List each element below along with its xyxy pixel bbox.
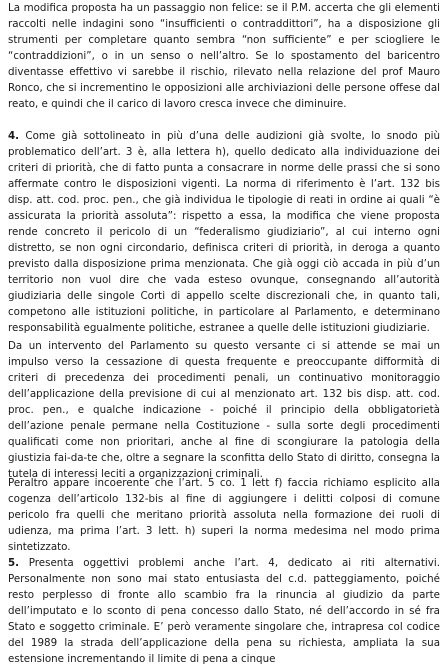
paragraph-text: Da un intervento del Parlamento su questo versante ci si attende se mai un impulso verso la cessazione di questa frequente e preoccupante difformità di criteri di precedenza dei procedimenti penali, un continuativo monitoraggio dell’applicazione della previsione di cui al menzionato art. 132 bis disp. att. cod. proc. pen., e qualche indicazione - poiché il principio della obbligatorietà dell’azione penale permane nella Costituzione - sulla sorte degli procedimenti qualificati come non prioritari, anche al fine di scongiurare la patologia della giustizia fai-da-te che, oltre a segnare la sconfitta dello Stato di diritto, consegna la tutela di interessi leciti a organizzazioni criminali.: [8, 340, 440, 480]
paragraph-2: [8, 128, 440, 336]
paragraph-text: Peraltro appare incoerente che l’art. 5 co. 1 lett f) faccia richiamo esplicito alla cogenza dell’articolo 132-bis al fine di aggiungere i delitti colposi di comune pericolo fra quelli che meritano priorità assoluta nella formazione dei ruoli di udienza, ma prima l’art. 3 lett. h) superi la norma medesima nel modo prima sintetizzato.: [8, 477, 440, 553]
paragraph-1: [8, 0, 440, 112]
paragraph-text: Come già sottolineato in più d’una delle audizioni già svolte, lo snodo più problematico dell’art. 3 è, alla lettera h), quello dedicato alla individuazione dei criteri di priorità, che di fatto punta a consacrare in norme delle prassi che si sono affermate contro le disposizioni vigenti. La norma di riferimento è l’art. 132 bis disp. att. cod. proc. pen., che già individua le tipologie di reati in ordine ai quali “è assicurata la priorità assoluta”: rispetto a essa, la modifica che viene proposta rende concreto il pericolo di un “federalismo giudiziario”, al cui interno ogni distretto, se non ogni circondario, definisca criteri di priorità, in deroga a quanto previsto dalla disposizione prima menzionata. Che già oggi ciò accada in più d’un territorio non vuol dire che vada esteso ovunque, consegnando all’autorità giudiziaria delle singole Corti di appello scelte discrezionali che, in quanto tali, competono alle istituzioni politiche, in particolare al Parlamento, e determinano responsabilità egualmente politiche, estranee a quelle delle istituzioni giudiziarie.: [8, 130, 440, 334]
section-number: 5.: [8, 557, 20, 569]
paragraph-3: [8, 338, 440, 482]
paragraph-5: [8, 555, 440, 667]
paragraph-text: Presenta oggettivi problemi anche l’art. 4, dedicato ai riti alternativi. Personalmente non sono mai stato entusiasta del c.d. patteggiamento, poiché resto perplesso di fronte allo scambio fra la rinuncia al giudizio da parte dell’imputato e lo sconto di pena concesso dallo Stato, né dell’accordo in sé fra Stato e soggetto criminale. E’ però veramente singolare che, intrapresa col codice del 1989 la strada dell’applicazione della pena su richiesta, ampliata la sua estensione incrementando il limite di pena a cinque: [8, 557, 440, 665]
section-number: 4.: [8, 130, 20, 142]
paragraph-4: [8, 475, 440, 555]
paragraph-text: La modifica proposta ha un passaggio non felice: se il P.M. accerta che gli elementi raccolti nelle indagini sono “insufficienti o contraddittori”, ha a disposizione gli strumenti per completare quanto sembra “non sufficiente” e per sciogliere le “contraddizioni”, o in un senso o nell’altro. Se lo spostamento del baricentro diventasse effettivo vi sarebbe il rischio, rilevato nella relazione del prof Mauro Ronco, che si incrementino le opposizioni alle archiviazioni delle persone offese dal reato, e quindi che il carico di lavoro cresca invece che diminuire.: [8, 2, 440, 110]
